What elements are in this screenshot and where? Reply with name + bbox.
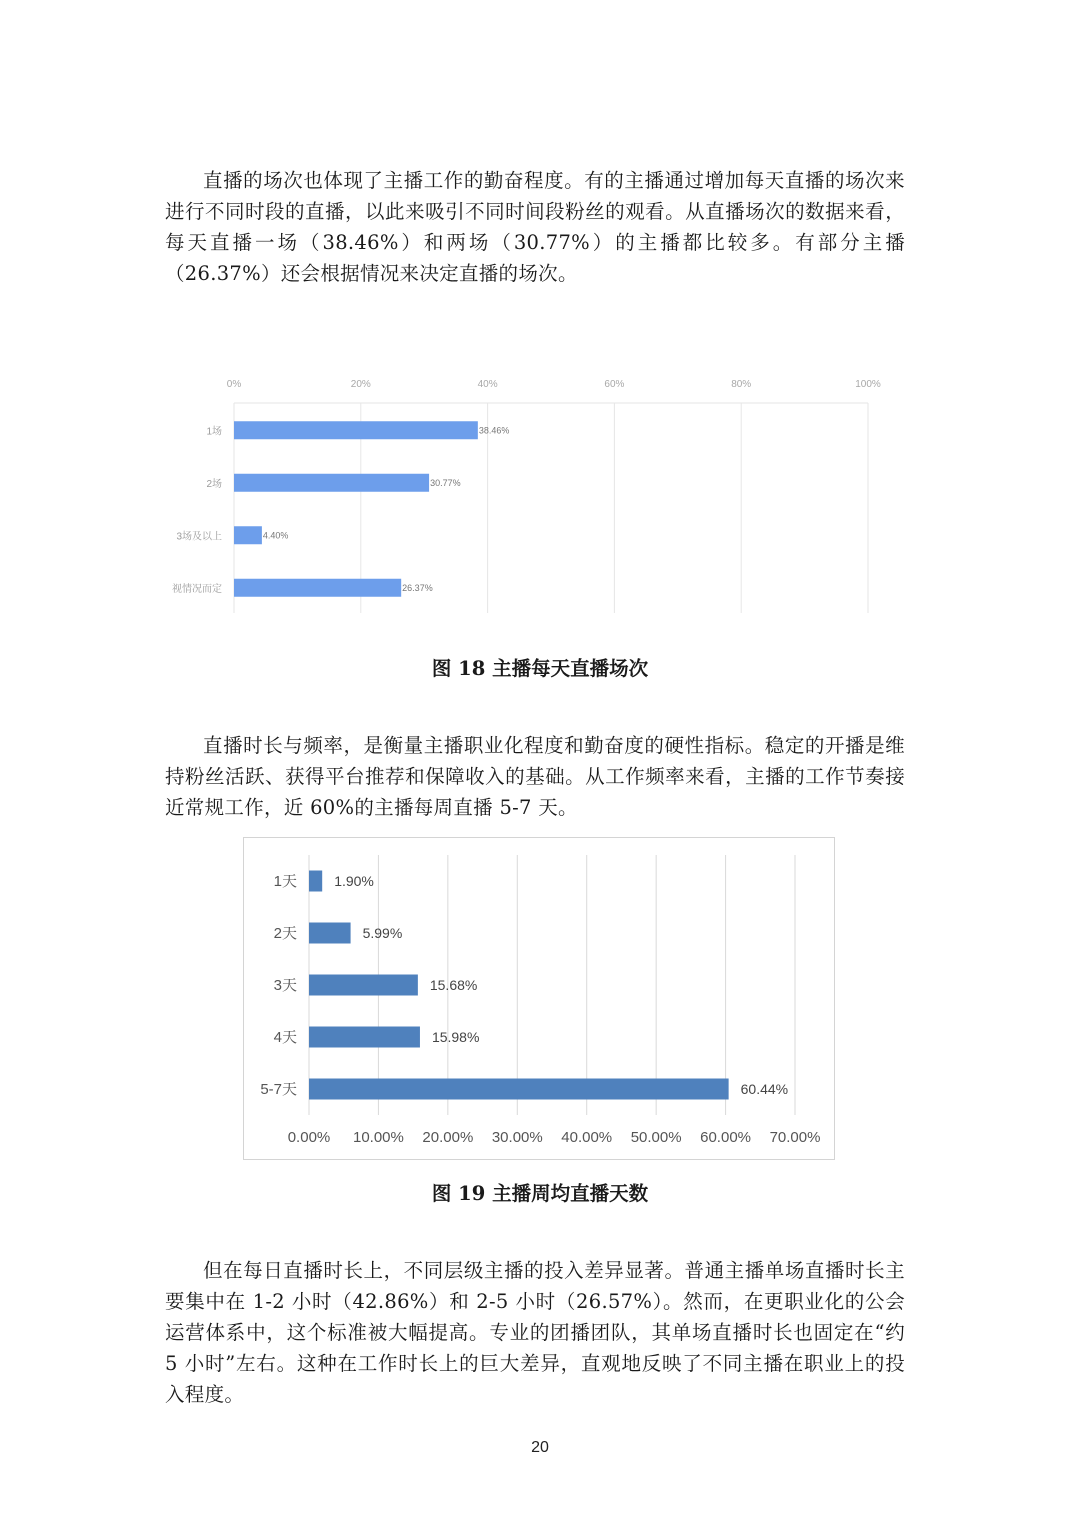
category-label: 3场及以上 (176, 531, 222, 543)
data-label: 4.40% (262, 530, 289, 541)
category-label: 视情况而定 (172, 583, 222, 595)
paragraph-duration-frequency: 直播时长与频率，是衡量主播职业化程度和勤奋度的硬性指标。稳定的开播是维持粉丝活跃、获得平台推荐和保障收入的基础。从工作频率来看，主播的工作节奏接近常规工作，近 60%的主播每周直播 5-7 天。 (165, 734, 905, 819)
category-label: 4天 (273, 1029, 297, 1046)
data-label: 60.44% (740, 1081, 789, 1097)
x-tick-label: 0.00% (287, 1129, 331, 1146)
chart-weekly-days (243, 837, 835, 1160)
x-tick-label: 20% (350, 379, 371, 390)
figure-19-caption: 图 19 主播周均直播天数 (431, 1182, 649, 1205)
category-label: 2场 (206, 478, 222, 490)
data-label: 15.68% (429, 977, 478, 993)
bar (309, 1027, 420, 1048)
paragraph-daily-duration: 但在每日直播时长上，不同层级主播的投入差异显著。普通主播单场直播时长主要集中在 1-2 小时（42.86%）和 2-5 小时（26.57%）。然而，在更职业化的公会运营体系中，这个标准被大幅提高。专业的团播团队，其单场直播时长也固定在“约 5 小时”左右。这种在工作时长上的巨大差异，直观地反映了不同主播在职业上的投入程度。 (165, 1259, 905, 1406)
x-tick-label: 30.00% (491, 1129, 543, 1146)
bar (309, 1079, 729, 1100)
category-label: 1场 (206, 426, 222, 438)
data-label: 26.37% (402, 582, 433, 593)
bar (234, 421, 478, 439)
x-tick-label: 60% (604, 379, 625, 390)
data-label: 30.77% (430, 477, 461, 488)
x-tick-label: 100% (855, 379, 881, 390)
bar (309, 923, 351, 944)
figure-18-caption: 图 18 主播每天直播场次 (431, 657, 649, 680)
bar (234, 526, 262, 544)
x-tick-label: 10.00% (352, 1129, 404, 1146)
x-tick-label: 0% (226, 379, 242, 390)
paragraph-live-sessions: 直播的场次也体现了主播工作的勤奋程度。有的主播通过增加每天直播的场次来进行不同时段的直播，以此来吸引不同时间段粉丝的观看。从直播场次的数据来看，每天直播一场（38.46%）和两场（30.77%）的主播都比较多。有部分主播（26.37%）还会根据情况来决定直播的场次。 (165, 169, 905, 285)
x-tick-label: 60.00% (700, 1129, 752, 1146)
data-label: 15.98% (431, 1029, 480, 1045)
page-number: 20 (531, 1439, 549, 1456)
data-label: 5.99% (362, 925, 403, 941)
x-tick-label: 80% (731, 379, 752, 390)
x-tick-label: 40% (477, 379, 498, 390)
data-label: 1.90% (334, 873, 374, 889)
category-label: 3天 (273, 977, 297, 994)
chart-border (244, 838, 835, 1160)
chart-daily-sessions (150, 368, 910, 618)
data-label: 38.46% (478, 425, 510, 436)
bar (234, 474, 429, 492)
x-tick-label: 50.00% (630, 1129, 682, 1146)
x-tick-label: 40.00% (561, 1129, 613, 1146)
bar (309, 871, 322, 892)
category-label: 1天 (273, 873, 297, 890)
x-tick-label: 70.00% (769, 1129, 821, 1146)
category-label: 2天 (273, 925, 297, 942)
x-tick-label: 20.00% (422, 1129, 474, 1146)
category-label: 5-7天 (260, 1081, 297, 1098)
bar (309, 975, 418, 996)
bar (234, 579, 401, 597)
